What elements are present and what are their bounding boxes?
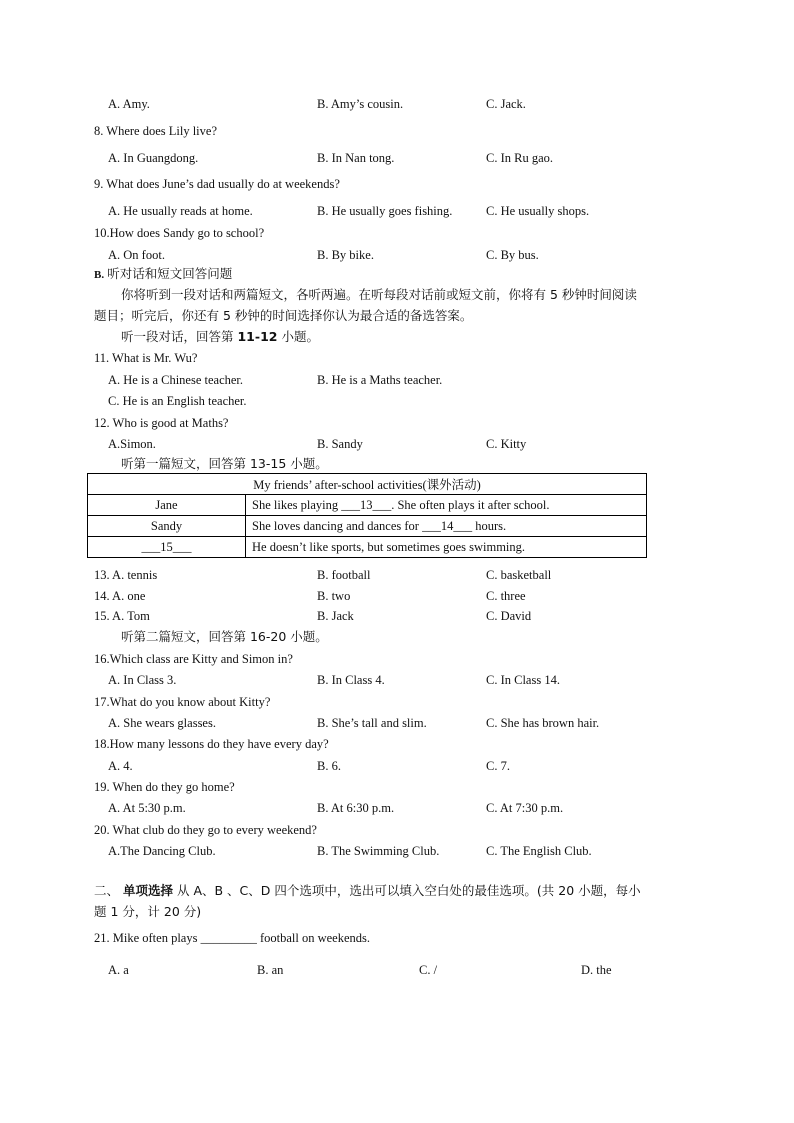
q20-stem: 20. What club do they go to every weekend? bbox=[94, 823, 317, 837]
activities-table bbox=[87, 473, 647, 558]
table-header: My friends’ after-school activities(课外活动) bbox=[88, 474, 647, 495]
q10-stem: 10.How does Sandy go to school? bbox=[94, 226, 265, 240]
section-b-instruction-2: 题目；听完后，你还有 5 秒钟的时间选择你认为最合适的备选答案。 bbox=[94, 308, 473, 323]
q20-option-a: A.The Dancing Club. bbox=[108, 844, 216, 858]
q18-option-b: B. 6. bbox=[317, 759, 341, 773]
q17-option-c: C. She has brown hair. bbox=[486, 716, 600, 730]
table-cell-name: Sandy bbox=[88, 516, 246, 537]
q19-option-c: C. At 7:30 p.m. bbox=[486, 801, 564, 815]
q14-option-a: 14. A. one bbox=[94, 589, 146, 603]
q12-option-b: B. Sandy bbox=[317, 437, 363, 451]
q21-option-c: C. / bbox=[419, 963, 438, 977]
desc-pre: He doesn’t like sports, but sometimes goes swimming. bbox=[252, 539, 526, 554]
q10-option-a: A. On foot. bbox=[108, 248, 165, 262]
section-b-heading: 听对话和短文回答问题 bbox=[107, 266, 233, 281]
section-2-number: 二、 bbox=[94, 883, 120, 898]
q21-option-a: A. a bbox=[108, 963, 129, 977]
q18-option-c: C. 7. bbox=[486, 759, 510, 773]
table-cell-name: Jane bbox=[88, 495, 246, 516]
dialog-intro-post: 小题。 bbox=[277, 329, 319, 344]
dialog-intro-num: 11-12 bbox=[237, 329, 278, 344]
q7-option-a: A. Amy. bbox=[108, 97, 150, 111]
q19-option-a: A. At 5:30 p.m. bbox=[108, 801, 186, 815]
table-cell-desc bbox=[246, 495, 647, 516]
q14-option-b: B. two bbox=[317, 589, 351, 603]
q8-option-a: A. In Guangdong. bbox=[108, 151, 199, 165]
q15-option-a: 15. A. Tom bbox=[94, 609, 150, 623]
q9-stem: 9. What does June’s dad usually do at weekends? bbox=[94, 177, 340, 191]
q19-stem: 19. When do they go home? bbox=[94, 780, 235, 794]
q18-stem: 18.How many lessons do they have every day? bbox=[94, 737, 329, 751]
section-b-title bbox=[94, 266, 232, 283]
q9-option-c: C. He usually shops. bbox=[486, 204, 590, 218]
q16-option-c: C. In Class 14. bbox=[486, 673, 560, 687]
q11-option-b: B. He is a Maths teacher. bbox=[317, 373, 443, 387]
desc-pre: She loves dancing and dances for bbox=[252, 518, 423, 533]
section-2-instruction: 从 A、B 、C、D 四个选项中，选出可以填入空白处的最佳选项。(共 20 小题，每小 bbox=[173, 883, 641, 898]
q11-option-c: C. He is an English teacher. bbox=[108, 394, 247, 408]
q20-option-c: C. The English Club. bbox=[486, 844, 592, 858]
q20-option-b: B. The Swimming Club. bbox=[317, 844, 440, 858]
q21-option-d: D. the bbox=[581, 963, 612, 977]
table-cell-desc bbox=[246, 537, 647, 558]
passage2-intro: 听第二篇短文，回答第 16-20 小题。 bbox=[121, 629, 328, 644]
blank-14: ___14___ bbox=[422, 518, 473, 533]
section-2-line-2: 题 1 分，计 20 分) bbox=[94, 904, 202, 919]
q13-option-c: C. basketball bbox=[486, 568, 552, 582]
blank-15: ___15___ bbox=[88, 537, 246, 558]
q17-option-a: A. She wears glasses. bbox=[108, 716, 216, 730]
q16-option-a: A. In Class 3. bbox=[108, 673, 177, 687]
desc-post: hours. bbox=[472, 518, 507, 533]
q21-option-b: B. an bbox=[257, 963, 284, 977]
table-cell-desc bbox=[246, 516, 647, 537]
section-b-instruction-1: 你将听到一段对话和两篇短文，各听两遍。在听每段对话前或短文前，你将有 5 秒钟时间阅读 bbox=[121, 287, 637, 302]
table-row bbox=[88, 516, 647, 537]
q13-option-a: 13. A. tennis bbox=[94, 568, 158, 582]
q7-option-b: B. Amy’s cousin. bbox=[317, 97, 404, 111]
q8-option-c: C. In Ru gao. bbox=[486, 151, 554, 165]
q17-stem: 17.What do you know about Kitty? bbox=[94, 695, 271, 709]
q16-stem: 16.Which class are Kitty and Simon in? bbox=[94, 652, 293, 666]
table-row bbox=[88, 495, 647, 516]
q18-option-a: A. 4. bbox=[108, 759, 133, 773]
q17-option-b: B. She’s tall and slim. bbox=[317, 716, 427, 730]
q12-option-c: C. Kitty bbox=[486, 437, 527, 451]
q11-stem: 11. What is Mr. Wu? bbox=[94, 351, 198, 365]
table-row bbox=[88, 537, 647, 558]
q9-option-a: A. He usually reads at home. bbox=[108, 204, 253, 218]
section-b-prefix: B. bbox=[94, 269, 105, 281]
q7-option-c: C. Jack. bbox=[486, 97, 526, 111]
q8-option-b: B. In Nan tong. bbox=[317, 151, 395, 165]
blank-13: ___13___ bbox=[341, 497, 392, 512]
q9-option-b: B. He usually goes fishing. bbox=[317, 204, 453, 218]
q19-option-b: B. At 6:30 p.m. bbox=[317, 801, 395, 815]
q13-option-b: B. football bbox=[317, 568, 371, 582]
dialog-intro-pre: 听一段对话，回答第 bbox=[121, 329, 238, 344]
q16-option-b: B. In Class 4. bbox=[317, 673, 385, 687]
q11-option-a: A. He is a Chinese teacher. bbox=[108, 373, 244, 387]
dialog-intro bbox=[121, 329, 319, 345]
section-2-title: 单项选择 bbox=[123, 883, 174, 898]
passage1-intro: 听第一篇短文，回答第 13-15 小题。 bbox=[121, 456, 328, 471]
q12-stem: 12. Who is good at Maths? bbox=[94, 416, 229, 430]
q15-option-c: C. David bbox=[486, 609, 532, 623]
q10-option-c: C. By bus. bbox=[486, 248, 539, 262]
q14-option-c: C. three bbox=[486, 589, 526, 603]
q12-option-a: A.Simon. bbox=[108, 437, 156, 451]
section-2-line-1 bbox=[94, 883, 641, 899]
q10-option-b: B. By bike. bbox=[317, 248, 374, 262]
desc-pre: She likes playing bbox=[252, 497, 342, 512]
q8-stem: 8. Where does Lily live? bbox=[94, 124, 217, 138]
q21-stem: 21. Mike often plays _________ football on weekends. bbox=[94, 931, 370, 945]
desc-post: . She often plays it after school. bbox=[391, 497, 550, 512]
table-header-row bbox=[88, 474, 647, 495]
q15-option-b: B. Jack bbox=[317, 609, 354, 623]
